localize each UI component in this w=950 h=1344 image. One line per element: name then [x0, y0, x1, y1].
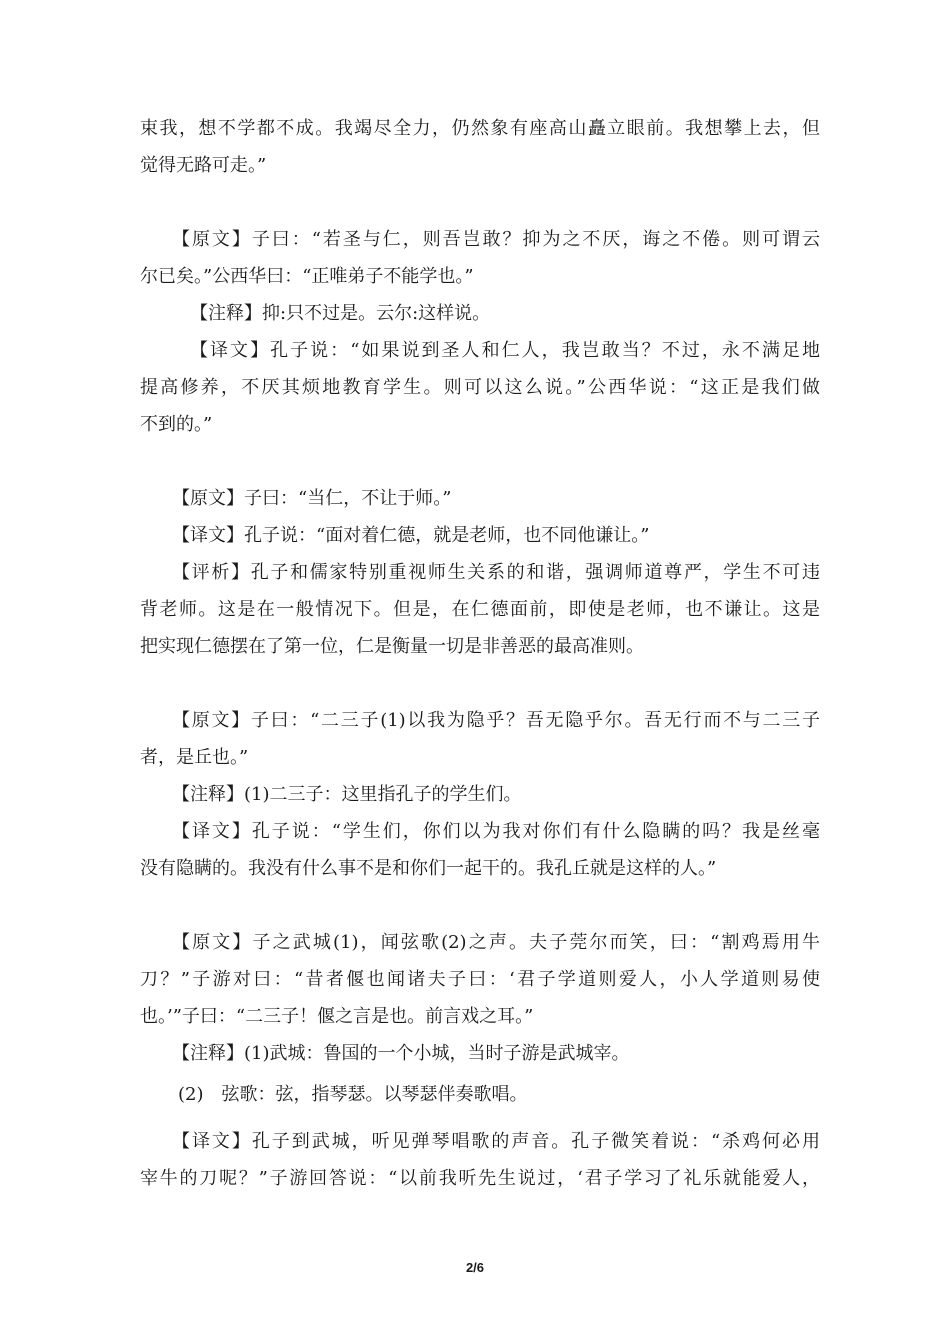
text-line: 者，是丘也。” — [140, 747, 249, 768]
text-line: 【原文】子曰：“二三子(1)以我为隐乎？吾无隐乎尔。吾无行而不与二三子 — [172, 710, 820, 731]
text-line: 【译文】孔子说：“学生们，你们以为我对你们有什么隐瞒的吗？我是丝毫 — [172, 821, 820, 842]
text-line: 【注释】(1)武城：鲁国的一个小城，当时子游是武城宰。 — [172, 1043, 630, 1064]
text-line: 不到的。” — [140, 414, 213, 435]
text-line: 尔已矣。”公西华曰：“正唯弟子不能学也。” — [140, 266, 474, 287]
text-line: 觉得无路可走。” — [140, 155, 267, 176]
text-line: 宰牛的刀呢？”子游回答说：“以前我听先生说过，‘君子学习了礼乐就能爱人， — [140, 1168, 820, 1189]
text-line: 【译文】孔子到武城，听见弹琴唱歌的声音。孔子微笑着说：“杀鸡何必用 — [172, 1131, 820, 1152]
text-line: 【原文】子曰：“当仁，不让于师。” — [172, 488, 452, 509]
text-line: 把实现仁德摆在了第一位，仁是衡量一切是非善恶的最高准则。 — [140, 636, 644, 657]
text-line: 刀？”子游对曰：“昔者偃也闻诸夫子曰：‘君子学道则爱人，小人学道则易使 — [140, 969, 820, 990]
text-line: 【原文】子曰：“若圣与仁，则吾岂敢？抑为之不厌，诲之不倦。则可谓云 — [172, 229, 820, 250]
text-line: (2) 弦歌：弦，指琴瑟。以琴瑟伴奏歌唱。 — [178, 1084, 528, 1105]
text-line: 没有隐瞒的。我没有什么事不是和你们一起干的。我孔丘就是这样的人。” — [140, 858, 717, 879]
text-line: 提高修养，不厌其烦地教育学生。则可以这么说。”公西华说：“这正是我们做 — [140, 377, 820, 398]
text-line: 【译文】孔子说：“如果说到圣人和仁人，我岂敢当？不过，永不满足地 — [190, 340, 820, 361]
text-line: 背老师。这是在一般情况下。但是，在仁德面前，即使是老师，也不谦让。这是 — [140, 599, 820, 620]
text-line: 【原文】子之武城(1)，闻弦歌(2)之声。夫子莞尔而笑，曰：“割鸡焉用牛 — [172, 932, 820, 953]
text-line: 【注释】(1)二三子：这里指孔子的学生们。 — [172, 784, 522, 805]
text-line: 【译文】孔子说：“面对着仁德，就是老师，也不同他谦让。” — [172, 525, 650, 546]
text-line: 【注释】抑:只不过是。云尔:这样说。 — [190, 303, 491, 324]
text-line: 束我，想不学都不成。我竭尽全力，仍然象有座高山矗立眼前。我想攀上去，但 — [140, 118, 820, 139]
page-number: 2/6 — [465, 1260, 485, 1275]
text-line: 【评析】孔子和儒家特别重视师生关系的和谐，强调师道尊严，学生不可违 — [172, 562, 820, 583]
text-line: 也。’”子曰：“二三子！偃之言是也。前言戏之耳。” — [140, 1006, 534, 1027]
